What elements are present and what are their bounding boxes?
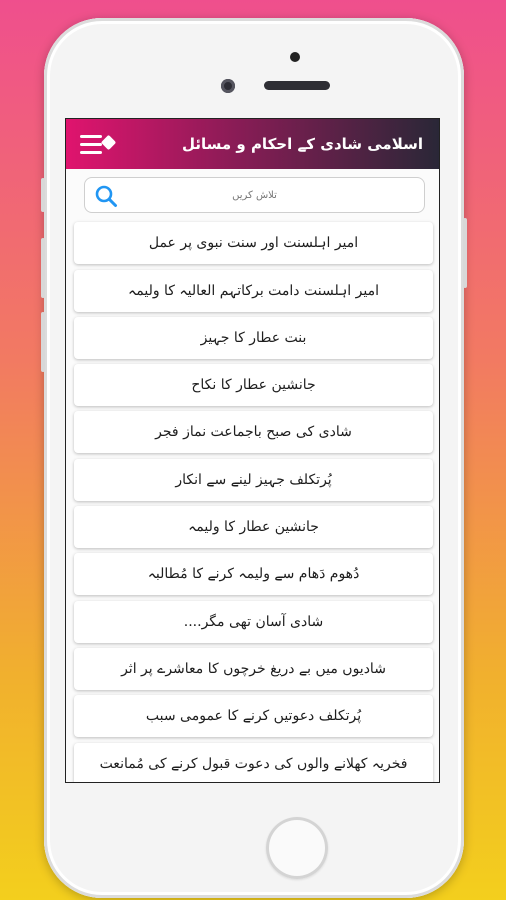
list-item[interactable]: دُھوم دَھام سے ولیمہ کرنے کا مُطالبہ [74, 553, 433, 595]
power-button [463, 218, 467, 288]
search-box[interactable] [84, 177, 425, 213]
menu-icon[interactable] [80, 133, 116, 155]
proximity-sensor [290, 52, 300, 62]
app-bar [66, 119, 439, 169]
topic-list [66, 222, 439, 783]
page-title: اسلامی شادی کے احکام و مسائل [181, 135, 423, 153]
list-item[interactable]: جانشین عطار کا ولیمہ [74, 506, 433, 548]
search-icon[interactable] [94, 184, 118, 208]
list-item[interactable]: جانشین عطار کا نکاح [74, 364, 433, 406]
home-button[interactable] [266, 817, 328, 879]
mute-switch [41, 178, 45, 212]
search-bar [66, 169, 439, 217]
volume-down-button [41, 312, 45, 372]
earpiece-speaker [264, 81, 330, 90]
list-item[interactable]: شادیوں میں بے دریغ خرچوں کا معاشرے پر اثر [74, 648, 433, 690]
search-input[interactable] [85, 178, 424, 212]
list-item[interactable]: پُرتکلف جہیز لینے سے انکار [74, 459, 433, 501]
chevron-left-icon [101, 135, 117, 151]
front-camera [221, 79, 235, 93]
list-item[interactable]: امیر اہلسنت اور سنت نبوی پر عمل [74, 222, 433, 264]
menu-line [80, 135, 102, 138]
app-screen [65, 118, 440, 783]
list-item[interactable]: امیر اہلسنت دامت برکاتہم العالیہ کا ولیمہ [74, 270, 433, 312]
menu-line [80, 151, 102, 154]
list-item[interactable]: شادی کی صبح باجماعت نماز فجر [74, 411, 433, 453]
list-item[interactable]: بنت عطار کا جہیز [74, 317, 433, 359]
menu-line [80, 143, 102, 146]
list-item[interactable]: شادی آسان تھی مگر.... [74, 601, 433, 643]
volume-up-button [41, 238, 45, 298]
list-item[interactable]: پُرتکلف دعوتیں کرنے کا عمومی سبب [74, 695, 433, 737]
list-item[interactable]: فخریہ کھلانے والوں کی دعوت قبول کرنے کی مُمانعت [74, 743, 433, 783]
